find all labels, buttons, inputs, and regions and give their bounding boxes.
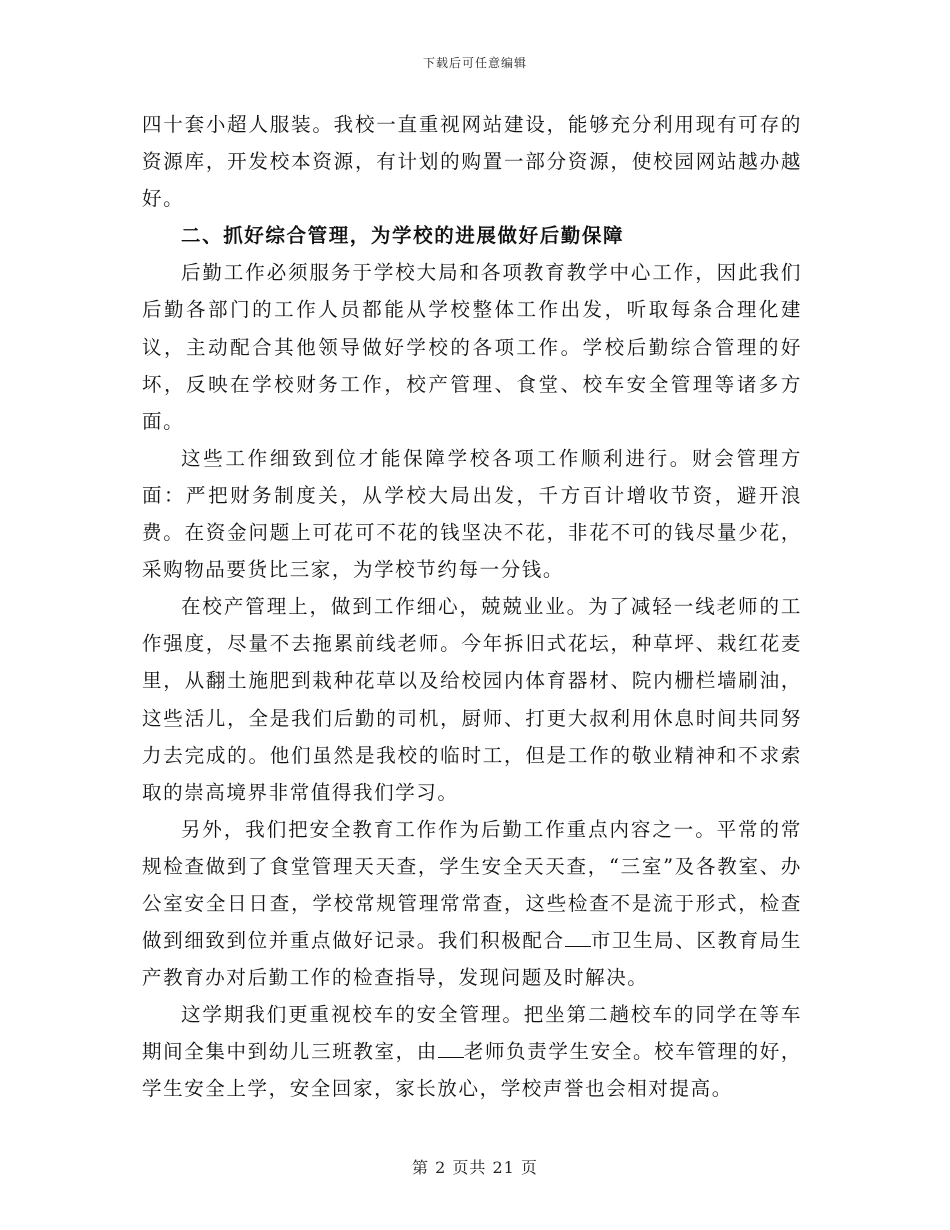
paragraph-1: 后勤工作必须服务于学校大局和各项教育教学中心工作，因此我们后勤各部门的工作人员都能从学校整体工作出发，听取每条合理化建议，主动配合其他领导做好学校的各项工作。学校后勤综合管理的好坏，反映在学校财务工作，校产管理、食堂、校车安全管理等诸多方面。: [142, 261, 802, 433]
header-note: 下载后可任意编辑: [422, 56, 527, 70]
paragraph-3: 在校产管理上，做到工作细心，兢兢业业。为了减轻一线老师的工作强度，尽量不去拖累前线老师。今年拆旧式花坛，种草坪、栽红花麦里，从翻土施肥到栽种花草以及给校园内体育器材、院内栅栏墙刷油，这些活儿，全是我们后勤的司机，厨师、打更大叔利用休息时间共同努力去完成的。他们虽然是我校的临时工，但是工作的敬业精神和不求索取的崇高境界非常值得我们学习。: [142, 595, 802, 804]
fill-in-blank: [565, 930, 591, 947]
paragraph-5-part-b: 老师负责学生安全。校车管理的好，学生安全上学，安全回家，家长放心，学校声誉也会相对提高。: [142, 1040, 802, 1101]
fill-in-blank: [438, 1041, 464, 1058]
section-heading: 二、抓好综合管理，为学校的进展做好后勤保障: [181, 224, 625, 248]
paragraph-2: 这些工作细致到位才能保障学校各项工作顺利进行。财会管理方面：严把财务制度关，从学校大局出发，千方百计增收节资，避开浪费。在资金问题上可花可不花的钱坚决不花，非花不可的钱尽量少花，采购物品要货比三家，为学校节约每一分钱。: [142, 446, 802, 582]
paragraph-4-part-a: 另外，我们把安全教育工作作为后勤工作重点内容之一。平常的常规检查做到了食堂管理天天查，学生安全天天查，“三室”及各教室、办公室安全日日查，学校常规管理常常查，这些检查不是流于形式，检查做到细致到位并重点做好记录。我们积极配合: [142, 817, 802, 953]
paragraph-4-part-b: 市卫生局、区教育局生产教育办对后勤工作的检查指导，发现问题及时解决。: [142, 929, 802, 990]
page-number: 第 2 页共 21 页: [412, 1158, 538, 1177]
paragraph-continuation: 四十套小超人服装。我校一直重视网站建设，能够充分利用现有可存的资源库，开发校本资源，有计划的购置一部分资源，使校园网站越办越好。: [142, 113, 802, 211]
paragraph-5-part-a: 这学期我们更重视校车的安全管理。把坐第二趟校车的同学在等车期间全集中到幼儿三班教室，由: [142, 1003, 802, 1064]
document-body: [142, 106, 802, 1108]
paragraph-4: [142, 811, 802, 996]
paragraph-5: [142, 996, 802, 1107]
